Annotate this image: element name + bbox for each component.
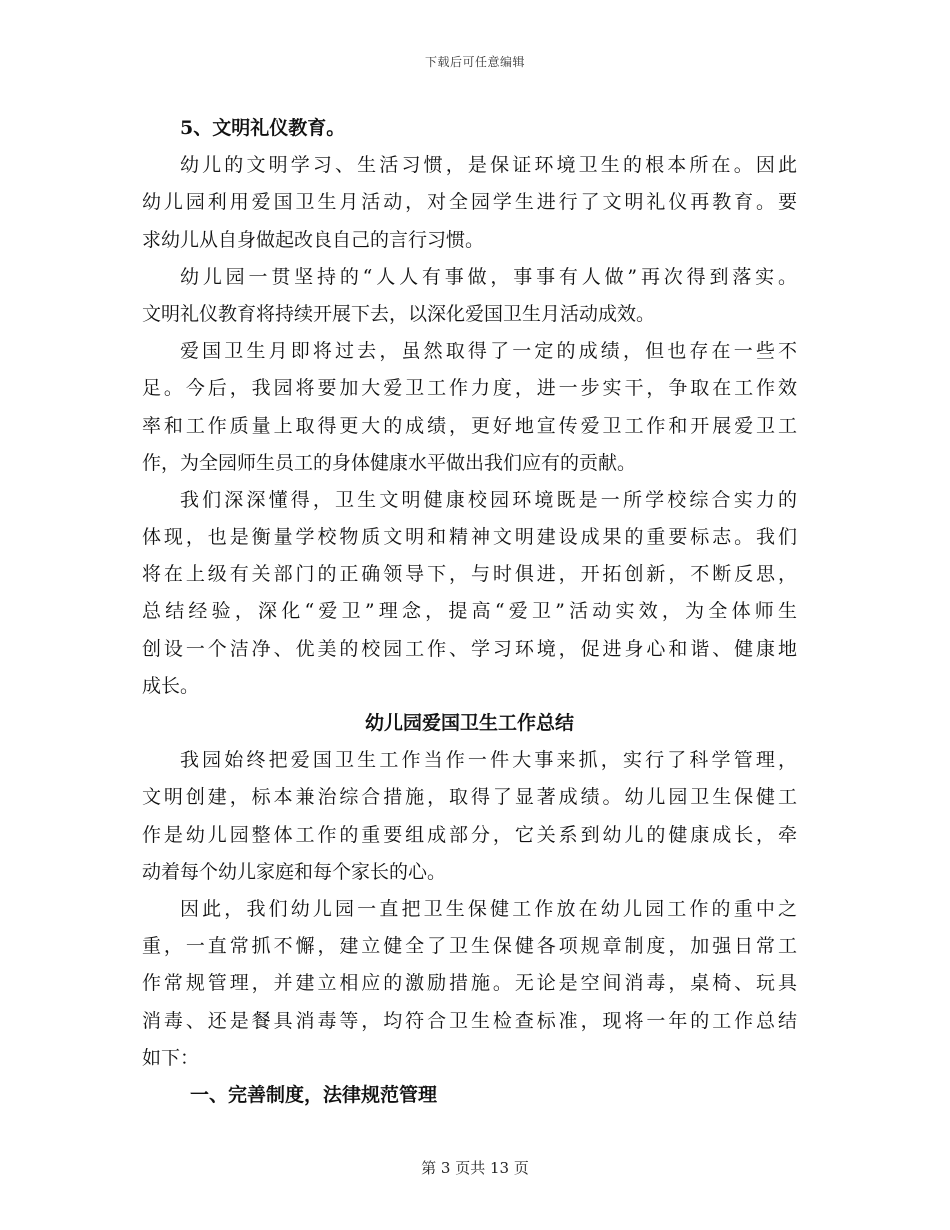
section-heading-1: 一、完善制度，法律规范管理 <box>190 1083 438 1106</box>
paragraph-line: 体现，也是衡量学校物质文明和精神文明建设成果的重要标志。我们 <box>142 526 797 549</box>
document-title: 幼儿园爱国卫生工作总结 <box>364 712 574 734</box>
paragraph-line: 幼儿园一贯坚持的“人人有事做，事事有人做”再次得到落实。 <box>180 265 797 288</box>
paragraph-line: 消毒、还是餐具消毒等，均符合卫生检查标准，现将一年的工作总结 <box>142 1009 797 1032</box>
paragraph-line: 将在上级有关部门的正确领导下，与时俱进，开拓创新，不断反思， <box>142 563 797 586</box>
paragraph-line: 求幼儿从自身做起改良自己的言行习惯。 <box>142 228 485 251</box>
document-body <box>142 110 797 1114</box>
paragraph-3 <box>142 333 797 482</box>
paragraph-line: 足。今后，我园将要加大爱卫工作力度，进一步实干，争取在工作效 <box>142 377 797 400</box>
paragraph-line: 幼儿园利用爱国卫生月活动，对全园学生进行了文明礼仪再教育。要 <box>142 191 797 214</box>
paragraph-4 <box>142 482 797 705</box>
paragraph-5 <box>142 742 797 891</box>
paragraph-line: 成长。 <box>142 674 200 697</box>
paragraph-line: 率和工作质量上取得更大的成绩，更好地宣传爱卫工作和开展爱卫工 <box>142 414 797 437</box>
paragraph-line: 文明礼仪教育将持续开展下去，以深化爱国卫生月活动成效。 <box>142 302 656 325</box>
paragraph-line: 文明创建，标本兼治综合措施，取得了显著成绩。幼儿园卫生保健工 <box>142 786 797 809</box>
paragraph-1 <box>142 147 797 259</box>
paragraph-line: 作，为全园师生员工的身体健康水平做出我们应有的贡献。 <box>142 451 637 474</box>
page-number: 第 3 页共 13 页 <box>421 1159 529 1177</box>
paragraph-2 <box>142 259 797 333</box>
paragraph-line: 作是幼儿园整体工作的重要组成部分，它关系到幼儿的健康成长，牵 <box>142 823 797 846</box>
paragraph-line: 动着每个幼儿家庭和每个家长的心。 <box>142 860 447 883</box>
paragraph-line: 创设一个洁净、优美的校园工作、学习环境，促进身心和谐、健康地 <box>142 637 797 660</box>
paragraph-line: 幼儿的文明学习、生活习惯，是保证环境卫生的根本所在。因此 <box>180 154 797 177</box>
paragraph-line: 我园始终把爱国卫生工作当作一件大事来抓，实行了科学管理， <box>180 749 797 772</box>
section-heading-5: 5、文明礼仪教育。 <box>180 117 346 139</box>
paragraph-line: 重，一直常抓不懈，建立健全了卫生保健各项规章制度，加强日常工 <box>142 935 797 958</box>
paragraph-line: 作常规管理，并建立相应的激励措施。无论是空间消毒，桌椅、玩具 <box>142 972 797 995</box>
page-header: 下载后可任意编辑 <box>424 55 525 69</box>
paragraph-line: 我们深深懂得，卫生文明健康校园环境既是一所学校综合实力的 <box>180 488 797 511</box>
paragraph-line: 如下： <box>142 1046 200 1069</box>
paragraph-line: 爱国卫生月即将过去，虽然取得了一定的成绩，但也存在一些不 <box>180 340 797 363</box>
paragraph-6 <box>142 891 797 1077</box>
paragraph-line: 总结经验，深化“爱卫”理念，提高“爱卫”活动实效，为全体师生 <box>142 600 797 623</box>
paragraph-line: 因此，我们幼儿园一直把卫生保健工作放在幼儿园工作的重中之 <box>180 897 797 920</box>
